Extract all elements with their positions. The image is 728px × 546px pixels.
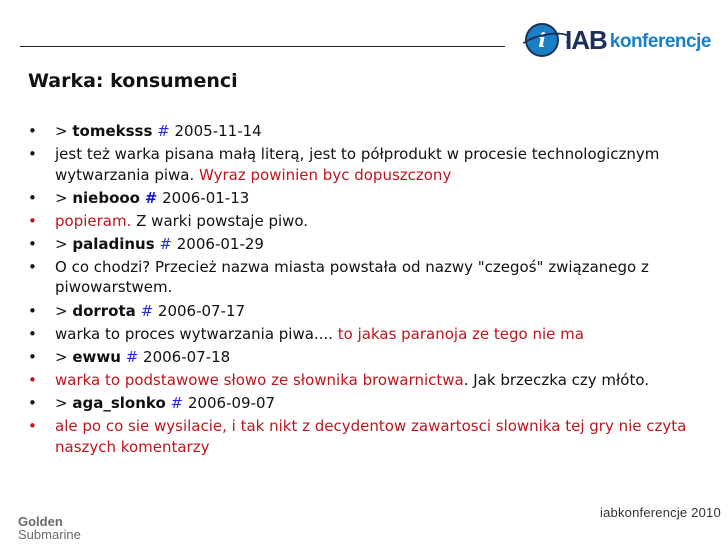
highlighted-text: ale po co sie wysilacie, i tak nikt z decydentow zawartosci slownika tej gry nie czyta naszych komentarzy [55, 417, 687, 456]
comment-text: • warka to podstawowe słowo ze słownika browarnictwa. Jak brzeczka czy młóto. [28, 370, 708, 391]
comment-author-line: • > ewwu # 2006-07-18 [28, 347, 708, 368]
author-name: aga_slonko [72, 393, 166, 412]
logo-line-golden: Golden [18, 514, 63, 529]
comment-date: 2006-07-18 [138, 347, 231, 366]
comment-list [28, 121, 708, 460]
comment-author-line: • > niebooo # 2006-01-13 [28, 188, 708, 209]
header-divider [20, 46, 505, 47]
permalink-hash[interactable]: # [140, 301, 154, 320]
highlighted-text: warka to podstawowe słowo ze słownika browarnictwa [55, 370, 464, 389]
comment-author-line: • > aga_slonko # 2006-09-07 [28, 393, 708, 414]
iab-konferencje-logo [525, 22, 715, 58]
iab-globe-icon: i [525, 23, 559, 57]
author-name: tomeksss [72, 122, 153, 140]
comment-text [28, 416, 708, 457]
logo-line-submarine: Submarine [18, 527, 81, 542]
logo-iab-text: IAB [565, 24, 607, 55]
comment-date: 2006-01-29 [172, 234, 264, 253]
comment-date: 2006-07-17 [153, 301, 246, 320]
highlighted-text: popieram. [55, 211, 132, 230]
highlighted-text: Wyraz powinien byc dopuszczony [199, 165, 452, 184]
permalink-hash[interactable]: # [159, 234, 172, 253]
comment-author-line: • > dorrota # 2006-07-17 [28, 301, 708, 322]
author-name: paladinus [72, 234, 155, 253]
golden-submarine-logo [18, 516, 108, 544]
author-name: dorrota [72, 301, 136, 320]
permalink-hash[interactable]: # [157, 122, 170, 140]
comment-date: 2006-09-07 [183, 393, 276, 412]
footer-event-label: iabkonferencje 2010 [600, 505, 721, 520]
comment-date: 2006-01-13 [157, 188, 250, 207]
comment-author-line: • > tomeksss # 2005-11-14 [28, 121, 708, 142]
comment-text: • jest też warka pisana małą literą, jest to półprodukt w procesie technologicznym wytwarzania piwa. Wyraz powinien byc dopuszczony [28, 144, 708, 185]
comment-text: • popieram. Z warki powstaje piwo. [28, 211, 708, 232]
comment-date: 2005-11-14 [169, 122, 262, 140]
permalink-hash[interactable]: # [170, 393, 184, 412]
comment-text: • warka to proces wytwarzania piwa.... to jakas paranoja ze tego nie ma [28, 324, 708, 345]
author-name: niebooo [72, 188, 140, 207]
slide-title: Warka: konsumenci [28, 70, 238, 92]
comment-text: • O co chodzi? Przecież nazwa miasta powstała od nazwy "czegoś" związanego z piwowarstwem. [28, 257, 708, 298]
author-name: ewwu [72, 347, 121, 366]
comment-author-line: • > paladinus # 2006-01-29 [28, 234, 708, 255]
permalink-hash[interactable]: # [125, 347, 139, 366]
highlighted-text: to jakas paranoja ze tego nie ma [337, 324, 584, 343]
permalink-hash[interactable]: # [144, 188, 158, 207]
logo-konferencje-text: konferencje [609, 31, 711, 52]
